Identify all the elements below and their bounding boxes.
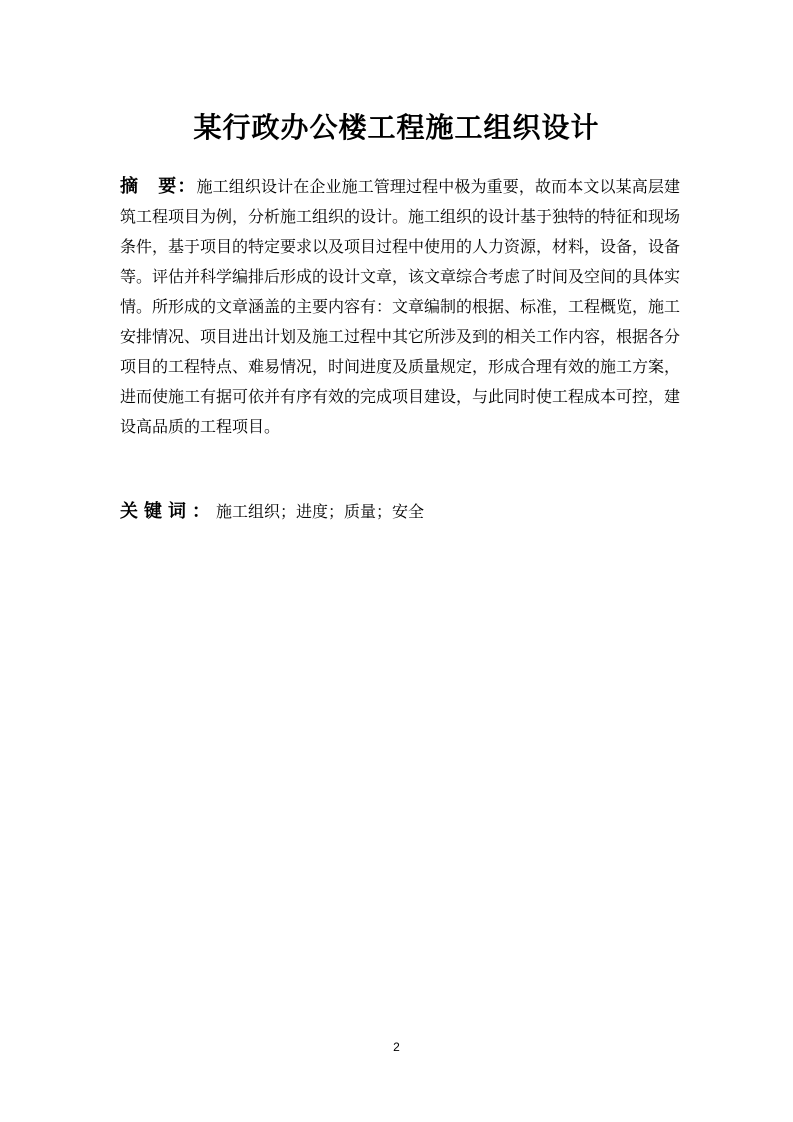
abstract-line: 设高品质的工程项目。 (120, 417, 281, 436)
keywords-text: 施工组织；进度；质量；安全 (216, 502, 425, 521)
abstract-section (120, 172, 680, 442)
keywords-label: 关键词： (120, 501, 216, 522)
abstract-line (120, 172, 680, 202)
abstract-label: 摘 要： (120, 176, 197, 197)
abstract-line: 筑工程项目为例，分析施工组织的设计。施工组织的设计基于独特的特征和现场 (120, 207, 681, 226)
abstract-line: 项目的工程特点、难易情况，时间进度及质量规定，形成合理有效的施工方案， (120, 357, 681, 376)
abstract-text: 施工组织设计在企业施工管理过程中极为重要，故而本文以某高层建 (196, 177, 680, 196)
abstract-line: 条件，基于项目的特定要求以及项目过程中使用的人力资源，材料，设备，设备 (120, 237, 681, 256)
abstract-line: 进而使施工有据可依并有序有效的完成项目建设，与此同时使工程成本可控，建 (120, 387, 681, 406)
abstract-line: 等。评估并科学编排后形成的设计文章，该文章综合考虑了时间及空间的具体实 (120, 267, 681, 286)
page-number: 2 (393, 1040, 400, 1054)
page-title: 某行政办公楼工程施工组织设计 (193, 111, 600, 144)
abstract-line: 情。所形成的文章涵盖的主要内容有：文章编制的根据、标准，工程概览，施工 (120, 297, 681, 316)
abstract-line: 安排情况、项目进出计划及施工过程中其它所涉及到的相关工作内容，根据各分 (120, 327, 681, 346)
keywords-section (120, 497, 424, 527)
